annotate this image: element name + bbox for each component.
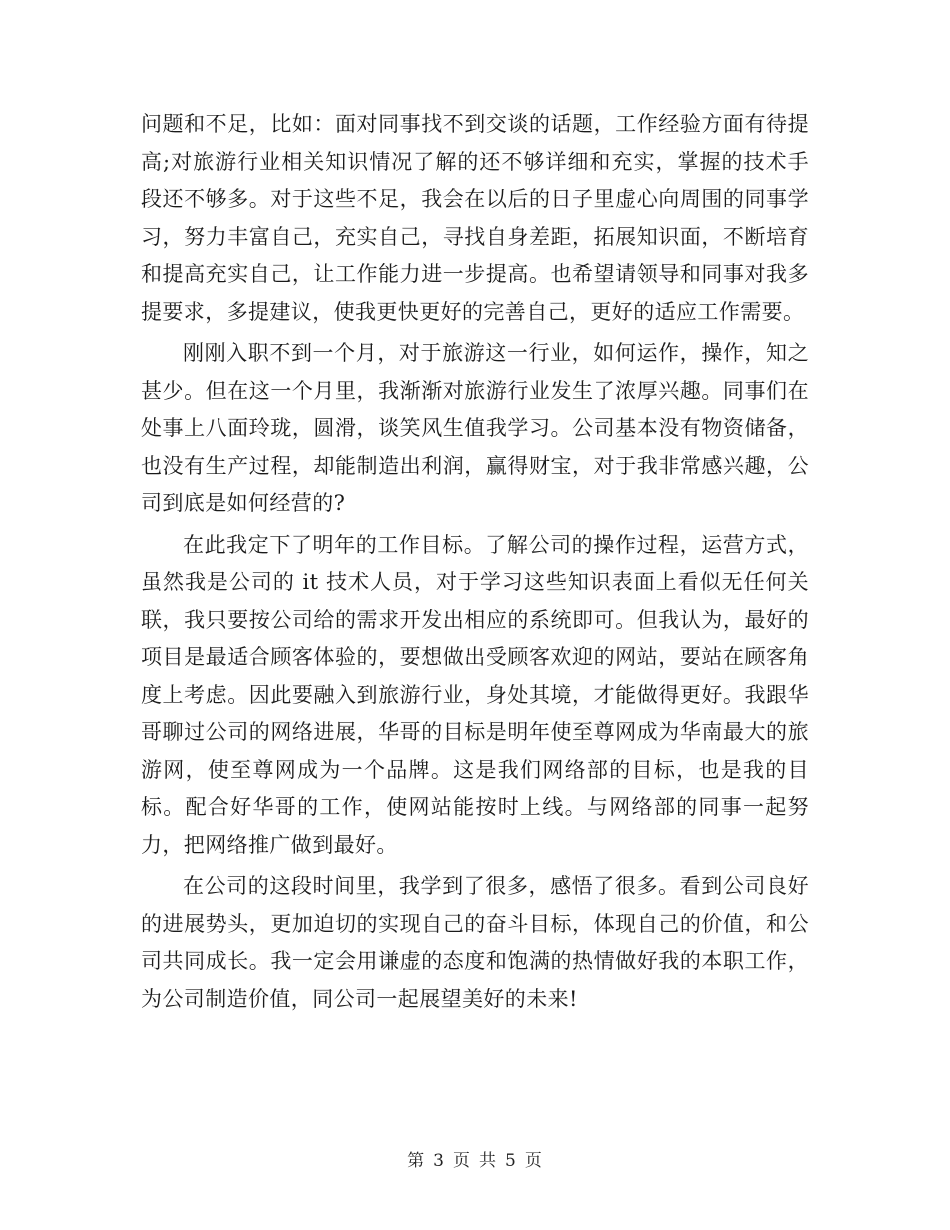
paragraph-continuation: 问题和不足，比如：面对同事找不到交谈的话题，工作经验方面有待提高;对旅游行业相关知识情况了解的还不够详细和充实，掌握的技术手段还不够多。对于这些不足，我会在以后的日子里虚心向周围的同事学习，努力丰富自己，充实自己，寻找自身差距，拓展知识面，不断培育和提高充实自己，让工作能力进一步提高。也希望请领导和同事对我多提要求，多提建议，使我更快更好的完善自己，更好的适应工作需要。 [141, 112, 809, 324]
footer-prefix: 第 [407, 1151, 426, 1171]
footer-total-prefix: 共 [479, 1151, 497, 1171]
page-footer [0, 1146, 950, 1171]
document-body [141, 106, 809, 1022]
footer-total-pages: 5 [505, 1151, 517, 1171]
footer-total-label: 页 [524, 1151, 543, 1171]
footer-page-label: 页 [453, 1151, 471, 1171]
footer-current-page: 3 [433, 1151, 445, 1171]
paragraph-work-goals: 在此我定下了明年的工作目标。了解公司的操作过程，运营方式，虽然我是公司的 it 技术人员，对于学习这些知识表面上看似无任何关联，我只要按公司给的需求开发出相应的系统即可。但我认为，最好的项目是最适合顾客体验的，要想做出受顾客欢迎的网站，要站在顾客角度上考虑。因此要融入到旅游行业，身处其境，才能做得更好。我跟华哥聊过公司的网络进展，华哥的目标是明年使至尊网成为华南最大的旅游网，使至尊网成为一个品牌。这是我们网络部的目标，也是我的目标。配合好华哥的工作，使网站能按时上线。与网络部的同事一起努力，把网络推广做到最好。 [141, 532, 809, 857]
paragraph-conclusion: 在公司的这段时间里，我学到了很多，感悟了很多。看到公司良好的进展势头，更加迫切的实现自己的奋斗目标，体现自己的价值，和公司共同成长。我一定会用谦虚的态度和饱满的热情做好我的本职工作，为公司制造价值，同公司一起展望美好的未来! [141, 874, 809, 1011]
paragraph-first-month: 刚刚入职不到一个月，对于旅游这一行业，如何运作，操作，知之甚少。但在这一个月里，我渐渐对旅游行业发生了浓厚兴趣。同事们在处事上八面玲珑，圆滑，谈笑风生值我学习。公司基本没有物资储备，也没有生产过程，却能制造出利润，赢得财宝，对于我非常感兴趣，公司到底是如何经营的? [141, 341, 809, 515]
